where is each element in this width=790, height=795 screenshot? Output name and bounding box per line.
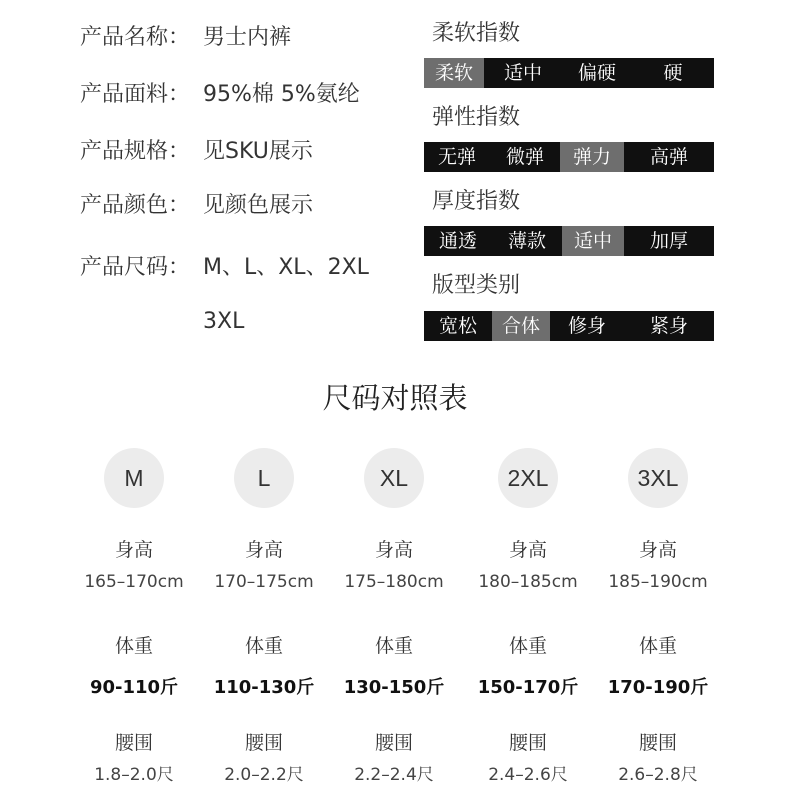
- elasticity-title: 弹性指数: [432, 105, 521, 130]
- index-option: 硬: [663, 62, 683, 84]
- height-label: 身高: [508, 539, 547, 561]
- waist-value: 2.6–2.8尺: [618, 765, 698, 785]
- info-label: 产品名称：: [80, 25, 191, 50]
- height-value: 170–175cm: [214, 572, 314, 592]
- weight-value: 110-130斤: [213, 677, 315, 698]
- height-label: 身高: [114, 539, 153, 561]
- height-value: 180–185cm: [478, 572, 578, 592]
- index-option: 适中: [503, 62, 542, 84]
- height-label: 身高: [374, 539, 413, 561]
- size-circle: M: [104, 448, 164, 508]
- size-column-xl: [329, 448, 459, 785]
- info-label: 产品规格：: [80, 139, 191, 164]
- weight-value: 170-190斤: [607, 677, 709, 698]
- info-value: M、L、XL、2XL: [203, 255, 369, 280]
- waist-label: 腰围: [638, 732, 677, 754]
- thickness-title: 厚度指数: [432, 189, 521, 214]
- info-value: 见颜色展示: [203, 193, 314, 218]
- weight-label: 体重: [508, 635, 547, 657]
- height-label: 身高: [244, 539, 283, 561]
- size-column-m: [69, 448, 199, 785]
- size-column-l: [199, 448, 329, 785]
- size-circle: 2XL: [498, 448, 558, 508]
- waist-value: 1.8–2.0尺: [94, 765, 174, 785]
- index-option: 柔软: [424, 58, 484, 88]
- index-option: 偏硬: [577, 62, 616, 84]
- index-option: 高弹: [649, 146, 688, 168]
- size-column-3xl: [593, 448, 723, 785]
- weight-label: 体重: [374, 635, 413, 657]
- weight-value: 150-170斤: [477, 677, 579, 698]
- softness-bar: [424, 58, 714, 88]
- waist-label: 腰围: [244, 732, 283, 754]
- weight-label: 体重: [114, 635, 153, 657]
- index-option: 无弹: [437, 146, 476, 168]
- weight-value: 90-110斤: [89, 677, 179, 698]
- index-option: 宽松: [438, 315, 477, 337]
- index-option: 适中: [562, 226, 624, 256]
- info-label: 产品尺码：: [80, 255, 191, 280]
- softness-title: 柔软指数: [432, 21, 521, 46]
- waist-label: 腰围: [114, 732, 153, 754]
- size-column-2xl: [463, 448, 593, 785]
- elasticity-bar: [424, 142, 714, 172]
- index-option: 紧身: [649, 315, 688, 337]
- fit-bar: [424, 311, 714, 341]
- index-option: 修身: [567, 315, 606, 337]
- weight-label: 体重: [638, 635, 677, 657]
- info-row-color: [80, 192, 313, 220]
- waist-label: 腰围: [508, 732, 547, 754]
- weight-label: 体重: [244, 635, 283, 657]
- waist-value: 2.4–2.6尺: [488, 765, 568, 785]
- size-circle: 3XL: [628, 448, 688, 508]
- height-value: 165–170cm: [84, 572, 184, 592]
- info-row-name: [80, 24, 291, 52]
- info-row-fabric: [80, 81, 360, 109]
- info-label: 产品颜色：: [80, 193, 191, 218]
- waist-label: 腰围: [374, 732, 413, 754]
- info-value-continued: 3XL: [203, 309, 245, 334]
- info-row-size: [80, 254, 369, 282]
- height-value: 175–180cm: [344, 572, 444, 592]
- size-chart-title: 尺码对照表: [322, 381, 468, 415]
- info-value: 95%棉 5%氨纶: [203, 82, 360, 107]
- info-value: 男士内裤: [203, 25, 292, 50]
- height-value: 185–190cm: [608, 572, 708, 592]
- size-circle: L: [234, 448, 294, 508]
- weight-value: 130-150斤: [343, 677, 445, 698]
- index-option: 微弹: [505, 146, 544, 168]
- size-circle: XL: [364, 448, 424, 508]
- waist-value: 2.0–2.2尺: [224, 765, 304, 785]
- waist-value: 2.2–2.4尺: [354, 765, 434, 785]
- info-row-spec: [80, 138, 313, 166]
- index-option: 薄款: [507, 230, 546, 252]
- info-label: 产品面料：: [80, 82, 191, 107]
- index-option: 弹力: [560, 142, 624, 172]
- index-option: 通透: [438, 230, 477, 252]
- index-option: 加厚: [649, 230, 688, 252]
- index-option: 合体: [492, 311, 550, 341]
- height-label: 身高: [638, 539, 677, 561]
- thickness-bar: [424, 226, 714, 256]
- fit-title: 版型类别: [432, 273, 521, 298]
- info-value: 见SKU展示: [203, 139, 313, 164]
